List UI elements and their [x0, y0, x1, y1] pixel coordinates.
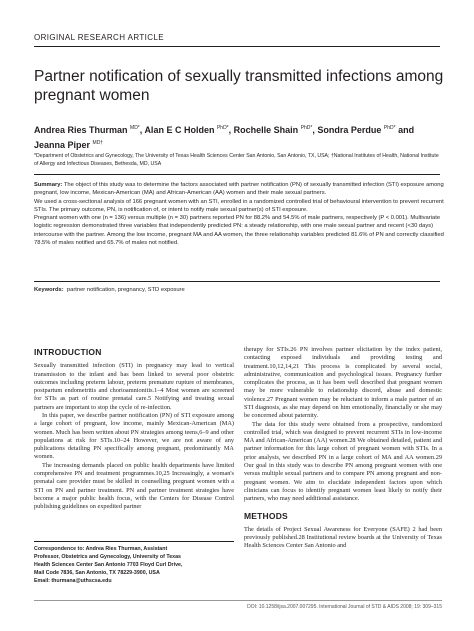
author-name: Rochelle Shain	[233, 125, 301, 135]
correspondence-line: Professor, Obstetrics and Gynecology, University of Texas	[34, 554, 181, 560]
author-list: Andrea Ries Thurman $^{MD*}$, Alan E C Holden $^{PhD*}$, Rochelle Shain $^{PhD*}$, Sondra Perdue $^{PhD*}$ and Jeanna Piper $^{MD\dagger}$	[34, 125, 415, 150]
author-name: Sondra Perdue	[317, 125, 384, 135]
abstract-top-rule	[34, 174, 440, 175]
methods-heading: METHODS	[244, 511, 288, 522]
body-paragraph: The data for this study were obtained from a prospective, randomized controlled trial, which was designed to prevent recurrent STIs in low-income MA and African-American (AA) women.28 We obtained detailed, patient and partner information for this large cohort of pregnant women with STIs. In a prior analysis, we described PN in a large cohort of MA and AA women.29 Our goal in this study was to describe PN among pregnant women with one versus multiple sexual partners and to compare PN among pregnant and non-pregnant women. We aim to elucidate independent factors upon which clinicians can focus to identify pregnant women least likely to notify their partners, who may need additional assistance.	[244, 420, 442, 503]
correspondence-line: Health Sciences Center San Antonio 7703 Floyd Curl Drive,	[34, 562, 183, 568]
introduction-heading: INTRODUCTION	[34, 347, 102, 357]
summary-label: Summary:	[34, 182, 63, 188]
keywords	[34, 286, 444, 294]
footer-citation: DOI: 10.1258/ijsa.2007.007295. International Journal of STD & AIDS 2008; 19: 309–315	[247, 604, 442, 610]
header-rule	[34, 46, 440, 47]
author-name: Alan E C Holden	[144, 125, 217, 135]
article-title: Partner notification of sexually transmitted infections among pregnant women	[34, 68, 444, 104]
intro-paragraph: In this paper, we describe partner notification (PN) of STI exposure among a large cohort of pregnant, low income, mainly Mexican-American (MA) women. Much has been written about PN strategies among teens,6–9 and other populations at risk for STIs.10–24 However, we are not aware of any publications detailing PN specifically among pregnant, predominantly MA women.	[34, 411, 234, 461]
abstract	[34, 181, 444, 247]
left-column	[34, 348, 234, 511]
footer-rule	[34, 600, 442, 601]
correspondence-line: Mail Code 7836, San Antonio, TX 78229-3900, USA	[34, 570, 160, 576]
body-paragraph: therapy for STIs.26 PN involves partner elicitation by the index patient, contacting exposed individuals and providing testing and treatment.10,12,14,21 This process is complicated by several social, administrative, communication and psychological issues. Pregnancy further complicates the process, as it has been well described that pregnant women may be more vulnerable to relationship discord, abuse and domestic violence.27 Pregnant women may be reluctant to inform a male partner of an STI diagnosis, as she may depend on him emotionally, financially or she may be concerned about paternity.	[244, 346, 442, 420]
affiliations: *Department of Obstetrics and Gynecology, The University of Texas Health Sciences Center San Antonio, San Antonio, TX, USA; †National Institutes of Health, National Institute of Allergy and Infectious Diseases, Bethesda, MD, USA	[34, 153, 439, 167]
author-degree: PhD*	[300, 125, 313, 131]
abstract-paragraph-2: We used a cross-sectional analysis of 166 pregnant women with an STI, enrolled in a randomized controlled trial of behavioural intervention to prevent recurrent STIs. The primary outcome, PN, is notification of, or intent to notify male sexual partner(s) of STI exposure.	[34, 198, 444, 213]
methods-paragraph: The details of Project Sexual Awareness for Everyone (SAFE) 2 had been previously published.28 Institutional review boards at the University of Texas Health Sciences Center San Antonio and	[244, 525, 442, 550]
section-label: ORIGINAL RESEARCH ARTICLE	[34, 33, 165, 42]
author-degree: MD†	[92, 140, 104, 146]
right-column	[244, 346, 442, 550]
correspondence-box	[34, 545, 224, 585]
author-degree: PhD*	[216, 125, 229, 131]
correspondence-email[interactable]: Email: thurmana@uthscsa.edu	[34, 578, 112, 584]
keywords-text: partner notification, pregnancy, STD exposure	[66, 287, 185, 293]
abstract-bottom-rule	[34, 281, 440, 282]
intro-paragraph: The increasing demands placed on public health departments have limited comprehensive PN and treatment programmes.10,25 Increasingly, a woman's prenatal care provider must be skilled in counselling pregnant women with a STI on PN and partner treatment. PN and partner treatment strategies have become a major public health focus, with the Centers for Disease Control publishing guidelines on expedited partner	[34, 461, 234, 511]
correspondence-line: Correspondence to: Andrea Ries Thurman, Assistant	[34, 546, 168, 552]
author-name: and Jeanna Piper	[34, 125, 415, 150]
keywords-label: Keywords:	[34, 287, 64, 293]
author-degree: PhD*	[383, 125, 396, 131]
author-name: Andrea Ries Thurman	[34, 125, 131, 135]
correspondence-rule	[34, 541, 234, 542]
abstract-paragraph-1: The object of this study was to determine the factors associated with partner notification (PN) of sexually transmitted infection (STI) exposure among pregnant, low income, Mexican-American (MA) and African-American (AA) women and their male sexual partners.	[34, 182, 444, 197]
author-degree: MD*	[130, 125, 140, 131]
intro-paragraph: Sexually transmitted infection (STI) in pregnancy may lead to vertical transmission to the infant and has been linked to several poor obstetric outcomes including preterm labour, preterm premature rupture of membranes, postpartum endometritis and chorioamnionitis.1–4 Most women are screened for STIs as part of routine prenatal care.5 Notifying and treating sexual partners are important to stop the cycle of re-infection.	[34, 362, 234, 411]
abstract-paragraph-3: Pregnant women with one (n = 136) versus multiple (n = 30) partners reported PN for 88.2% and 54.5% of male partners, respectively (P < 0.001). Multivariate logistic regression demonstrated three variables that independently predicted PN: a steady relationship, with one male sexual partner and recent (<30 days) intercourse with the partner. Among the low income, pregnant MA and AA women, the three relationship variables predicted 81.6% of PN and correctly classified 78.5% of males notified and 65.7% of males not notified.	[34, 215, 444, 247]
